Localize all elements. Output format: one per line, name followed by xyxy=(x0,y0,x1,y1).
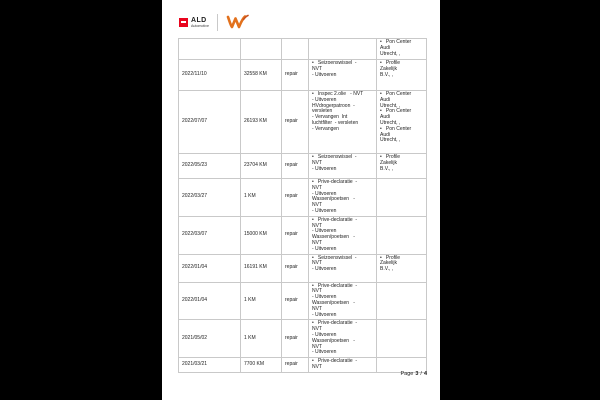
w-signature-icon xyxy=(226,13,250,31)
table-row xyxy=(179,154,427,179)
km-cell: 1 KM xyxy=(241,282,282,320)
km-cell: 7700 KM xyxy=(241,358,282,373)
ald-logo-text: ALD xyxy=(191,16,207,24)
description-cell xyxy=(309,39,377,60)
repair-type-cell: repair xyxy=(282,179,309,217)
vendor-cell: • Pon Center Audi Utrecht, , xyxy=(377,39,427,60)
vendor-cell: • Profile Zakelijk B.V., , xyxy=(377,254,427,282)
description-cell: • Seizoenswissel - NVT - Uitvoeren xyxy=(309,60,377,91)
km-cell: 23704 KM xyxy=(241,154,282,179)
description-cell: • Prive-declaratie - NVT xyxy=(309,358,377,373)
description-cell: • Prive-declaratie - NVT - Uitvoeren Wassen/poetsen - NVT - Uitvoeren xyxy=(309,282,377,320)
table-row xyxy=(179,179,427,217)
vendor-cell: • Profile Zakelijk B.V., , xyxy=(377,60,427,91)
logo-divider xyxy=(217,14,218,31)
description-cell: • Seizoenswissel - NVT - Uitvoeren xyxy=(309,154,377,179)
page-separator: / xyxy=(420,371,422,377)
km-cell: 15000 KM xyxy=(241,216,282,254)
date-cell: 2022/01/04 xyxy=(179,254,241,282)
ald-red-square-icon xyxy=(179,18,188,27)
header-logos xyxy=(179,13,250,31)
date-cell: 2022/07/07 xyxy=(179,91,241,154)
date-cell: 2022/01/04 xyxy=(179,282,241,320)
km-cell: 16191 KM xyxy=(241,254,282,282)
description-cell: • Prive-declaratie - NVT - Uitvoeren Wassen/poetsen - NVT - Uitvoeren xyxy=(309,216,377,254)
date-cell: 2021/05/02 xyxy=(179,320,241,358)
vendor-cell xyxy=(377,216,427,254)
page-footer xyxy=(400,371,427,377)
table-row xyxy=(179,216,427,254)
vendor-cell xyxy=(377,179,427,217)
vendor-cell xyxy=(377,320,427,358)
vendor-cell: • Profile Zakelijk B.V., , xyxy=(377,154,427,179)
date-cell: 2022/03/27 xyxy=(179,179,241,217)
date-cell xyxy=(179,39,241,60)
ald-logo-subtitle: Automotive xyxy=(191,23,209,28)
description-cell: • Prive-declaratie - NVT - Uitvoeren Wassen/poetsen - NVT - Uitvoeren xyxy=(309,320,377,358)
table-row xyxy=(179,91,427,154)
table-row xyxy=(179,60,427,91)
date-cell: 2022/11/10 xyxy=(179,60,241,91)
km-cell: 26193 KM xyxy=(241,91,282,154)
page-label: Page xyxy=(400,371,414,377)
date-cell: 2022/05/23 xyxy=(179,154,241,179)
date-cell: 2022/03/07 xyxy=(179,216,241,254)
vendor-cell xyxy=(377,282,427,320)
repair-type-cell: repair xyxy=(282,91,309,154)
repair-type-cell: repair xyxy=(282,216,309,254)
km-cell xyxy=(241,39,282,60)
repair-type-cell: repair xyxy=(282,358,309,373)
ald-automotive-logo xyxy=(179,17,209,28)
table-row xyxy=(179,358,427,373)
document-page xyxy=(162,0,440,400)
description-cell: • Seizoenswissel - NVT - Uitvoeren xyxy=(309,254,377,282)
table-row xyxy=(179,254,427,282)
description-cell: • Prive-declaratie - NVT - Uitvoeren Wassen/poetsen - NVT - Uitvoeren xyxy=(309,179,377,217)
km-cell: 1 KM xyxy=(241,320,282,358)
repair-type-cell: repair xyxy=(282,154,309,179)
table-row xyxy=(179,320,427,358)
repair-type-cell xyxy=(282,39,309,60)
description-cell: • Inspec 2.olie - NVT - Uitvoeren HVdrogerpatroon - versleten - Vervangen Int luchtfilter - versleten - Vervangen xyxy=(309,91,377,154)
repair-type-cell: repair xyxy=(282,282,309,320)
km-cell: 32558 KM xyxy=(241,60,282,91)
service-history-table xyxy=(178,38,427,373)
repair-type-cell: repair xyxy=(282,254,309,282)
date-cell: 2021/03/21 xyxy=(179,358,241,373)
repair-type-cell: repair xyxy=(282,320,309,358)
total-page-number: 4 xyxy=(423,371,427,377)
vendor-cell: • Pon Center Audi Utrecht, , • Pon Center Audi Utrecht, , • Pon Center Audi Utrecht, , xyxy=(377,91,427,154)
km-cell: 1 KM xyxy=(241,179,282,217)
repair-type-cell: repair xyxy=(282,60,309,91)
table-row xyxy=(179,282,427,320)
current-page-number: 3 xyxy=(415,371,419,377)
table-row xyxy=(179,39,427,60)
